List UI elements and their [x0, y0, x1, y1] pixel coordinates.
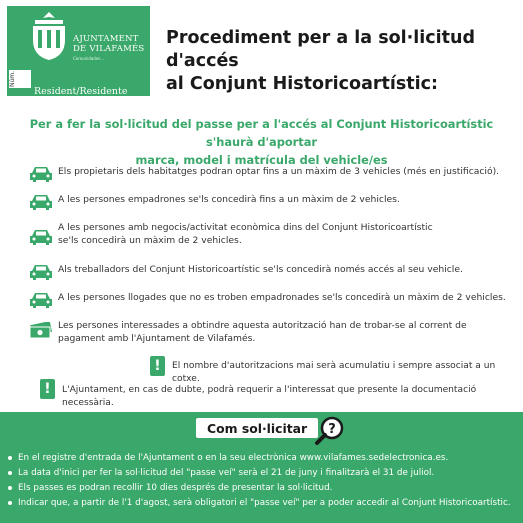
item-text: Els propietaris dels habitatges podran optar fins a un màxim de 3 vehicles (més en justificació).	[58, 166, 500, 177]
exclamation-icon: !	[150, 356, 165, 376]
item-text: A les persones amb negocis/activitat econòmica dins del Conjunt Historicoartístic se'ls concedirà un màxim de 2 vehicles.	[58, 222, 433, 246]
car-icon	[28, 291, 54, 309]
item-text: Les persones interessades a obtindre aquesta autorització han de trobar-se al corrent de pagament amb l'Ajuntament de Vilafamés.	[58, 320, 467, 344]
item-text: A les persones empadrones se'ls concedirà fins a un màxim de 2 vehicles.	[58, 194, 400, 205]
money-icon	[28, 322, 54, 340]
intro-line2: marca, model i matrícula del vehicle/es	[135, 153, 388, 167]
bullet-icon	[8, 501, 12, 505]
car-icon	[28, 228, 54, 246]
badge-town-line1: AJUNTAMENT	[73, 34, 139, 44]
item-text: Als treballadors del Conjunt Historicoartístic se'ls concedirà només accés al seu vehicle.	[58, 264, 463, 275]
svg-text:?: ?	[328, 422, 336, 437]
town-crest-icon	[27, 10, 71, 62]
bullet-icon	[8, 471, 12, 475]
page-title	[166, 27, 516, 96]
title-line2: al Conjunt Historicoartístic:	[166, 74, 439, 94]
car-icon	[28, 263, 54, 281]
magnifier-question-icon	[313, 415, 345, 447]
title-line1: Procediment per a la sol·licitud d'accés	[166, 28, 475, 71]
bullet-icon	[8, 456, 12, 460]
intro-text	[4, 115, 519, 169]
badge-num-label: Núm.	[9, 70, 31, 88]
bullet-icon	[8, 486, 12, 490]
badge-resident-label: Resident/Residente	[34, 86, 128, 97]
note-text: El nombre d'autoritzacions mai serà acumulatiu i sempre associat a un cotxe.	[172, 361, 496, 384]
badge-subtitle: Comunidades...	[73, 56, 105, 61]
note-text: L'Ajuntament, en cas de dubte, podrà requerir a l'interessat que presente la documentació necessària.	[62, 385, 477, 408]
resident-badge	[7, 6, 150, 96]
exclamation-icon: !	[40, 379, 55, 399]
how-to-apply-title: Com sol·licitar	[207, 421, 308, 436]
item-text: A les persones llogades que no es troben empadronades se'ls concedirà un màxim de 2 vehicles.	[58, 292, 506, 303]
badge-town-line2: DE VILAFAMÉS	[73, 44, 145, 54]
intro-line1: Per a fer la sol·licitud del passe per a l'accés al Conjunt Historicoartístic s'haurà d'aportar	[29, 117, 494, 149]
car-icon	[28, 165, 54, 183]
car-icon	[28, 193, 54, 211]
